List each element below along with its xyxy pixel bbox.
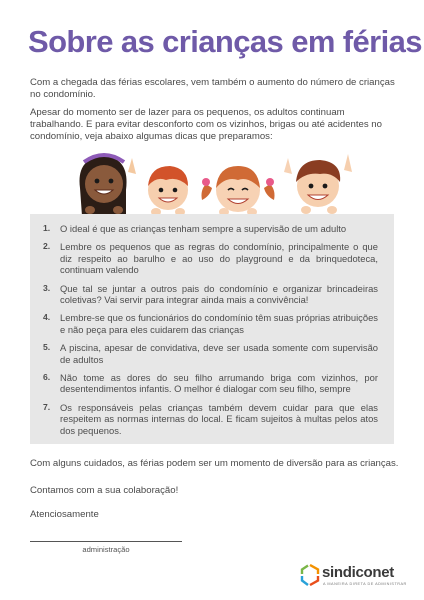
tip-number: 1. xyxy=(43,223,51,233)
tip-number: 4. xyxy=(43,312,51,323)
hexagon-logo-icon xyxy=(300,564,320,586)
tip-number: 2. xyxy=(43,241,51,252)
tip-item xyxy=(30,372,394,395)
tip-number: 6. xyxy=(43,372,51,383)
tip-number: 5. xyxy=(43,342,51,353)
tip-text: Lembre-se que os funcionários do condomínio têm suas próprias atribuições e não peça para eles cuidarem das crianças xyxy=(60,312,378,335)
signature-label: administração xyxy=(82,545,130,554)
tip-text: A piscina, apesar de convidativa, deve ser usada somente com supervisão de adultos xyxy=(60,342,378,365)
tip-text: Lembre os pequenos que as regras do condomínio, principalmente o que diz respeito ao barulho e ao uso do playground e da brinquedoteca, continuam valendo xyxy=(60,241,378,276)
tip-text: Que tal se juntar a outros pais do condomínio e organizar brincadeiras coletivas? Vai servir para integrar ainda mais a convivência! xyxy=(60,282,378,306)
tip-text: Não tome as dores do seu filho arrumando briga com vizinhos, por desentendimentos infantis. O melhor é dialogar com seu filho, sempre xyxy=(60,372,378,395)
children-illustration xyxy=(66,150,358,216)
tip-item xyxy=(30,312,394,335)
tip-item xyxy=(30,283,394,306)
tip-text: O ideal é que as crianças tenham sempre a supervisão de um adulto xyxy=(60,223,347,234)
tip-text: Os responsáveis pelas crianças também devem cuidar para que elas respeitem as normas internas do local. E ficam sujeitos à multas pelos atos dos pequenos. xyxy=(60,401,378,436)
tip-item xyxy=(30,342,394,365)
child-girl-pigtails-icon xyxy=(202,158,293,216)
tip-number: 3. xyxy=(43,282,51,293)
sign-off: Atenciosamente xyxy=(30,509,99,520)
tip-item xyxy=(30,402,394,436)
tip-number: 7. xyxy=(43,401,51,412)
child-boy-red-hair-icon xyxy=(128,158,188,216)
thanks-line: Contamos com a sua colaboração! xyxy=(30,485,179,496)
child-girl-dark-hair-icon xyxy=(80,155,127,216)
closing-paragraph: Com alguns cuidados, as férias podem ser um momento de diversão para as crianças. xyxy=(30,458,399,469)
intro-paragraph-2: Apesar do momento ser de lazer para os pequenos, os adultos continuam trabalhando. E para evitar desconforto com os vizinhos, brigas ou até acidentes no condomínio, veja abaixo algumas dicas que preparamos: xyxy=(30,107,382,143)
tip-item xyxy=(30,241,394,275)
tip-item xyxy=(30,223,394,234)
logo-tagline: A MANEIRA DIRETA DE ADMINISTRAR xyxy=(323,582,407,586)
child-boy-brown-hair-icon xyxy=(296,154,352,214)
tips-list xyxy=(30,223,394,443)
sindiconet-logo xyxy=(300,562,410,592)
intro-paragraph-1: Com a chegada das férias escolares, vem também o aumento do número de crianças no condomínio. xyxy=(30,77,395,101)
page-title: Sobre as crianças em férias xyxy=(28,24,422,59)
logo-wordmark: sindiconet xyxy=(322,564,395,581)
signature-line xyxy=(30,541,182,542)
tips-panel xyxy=(30,214,394,444)
